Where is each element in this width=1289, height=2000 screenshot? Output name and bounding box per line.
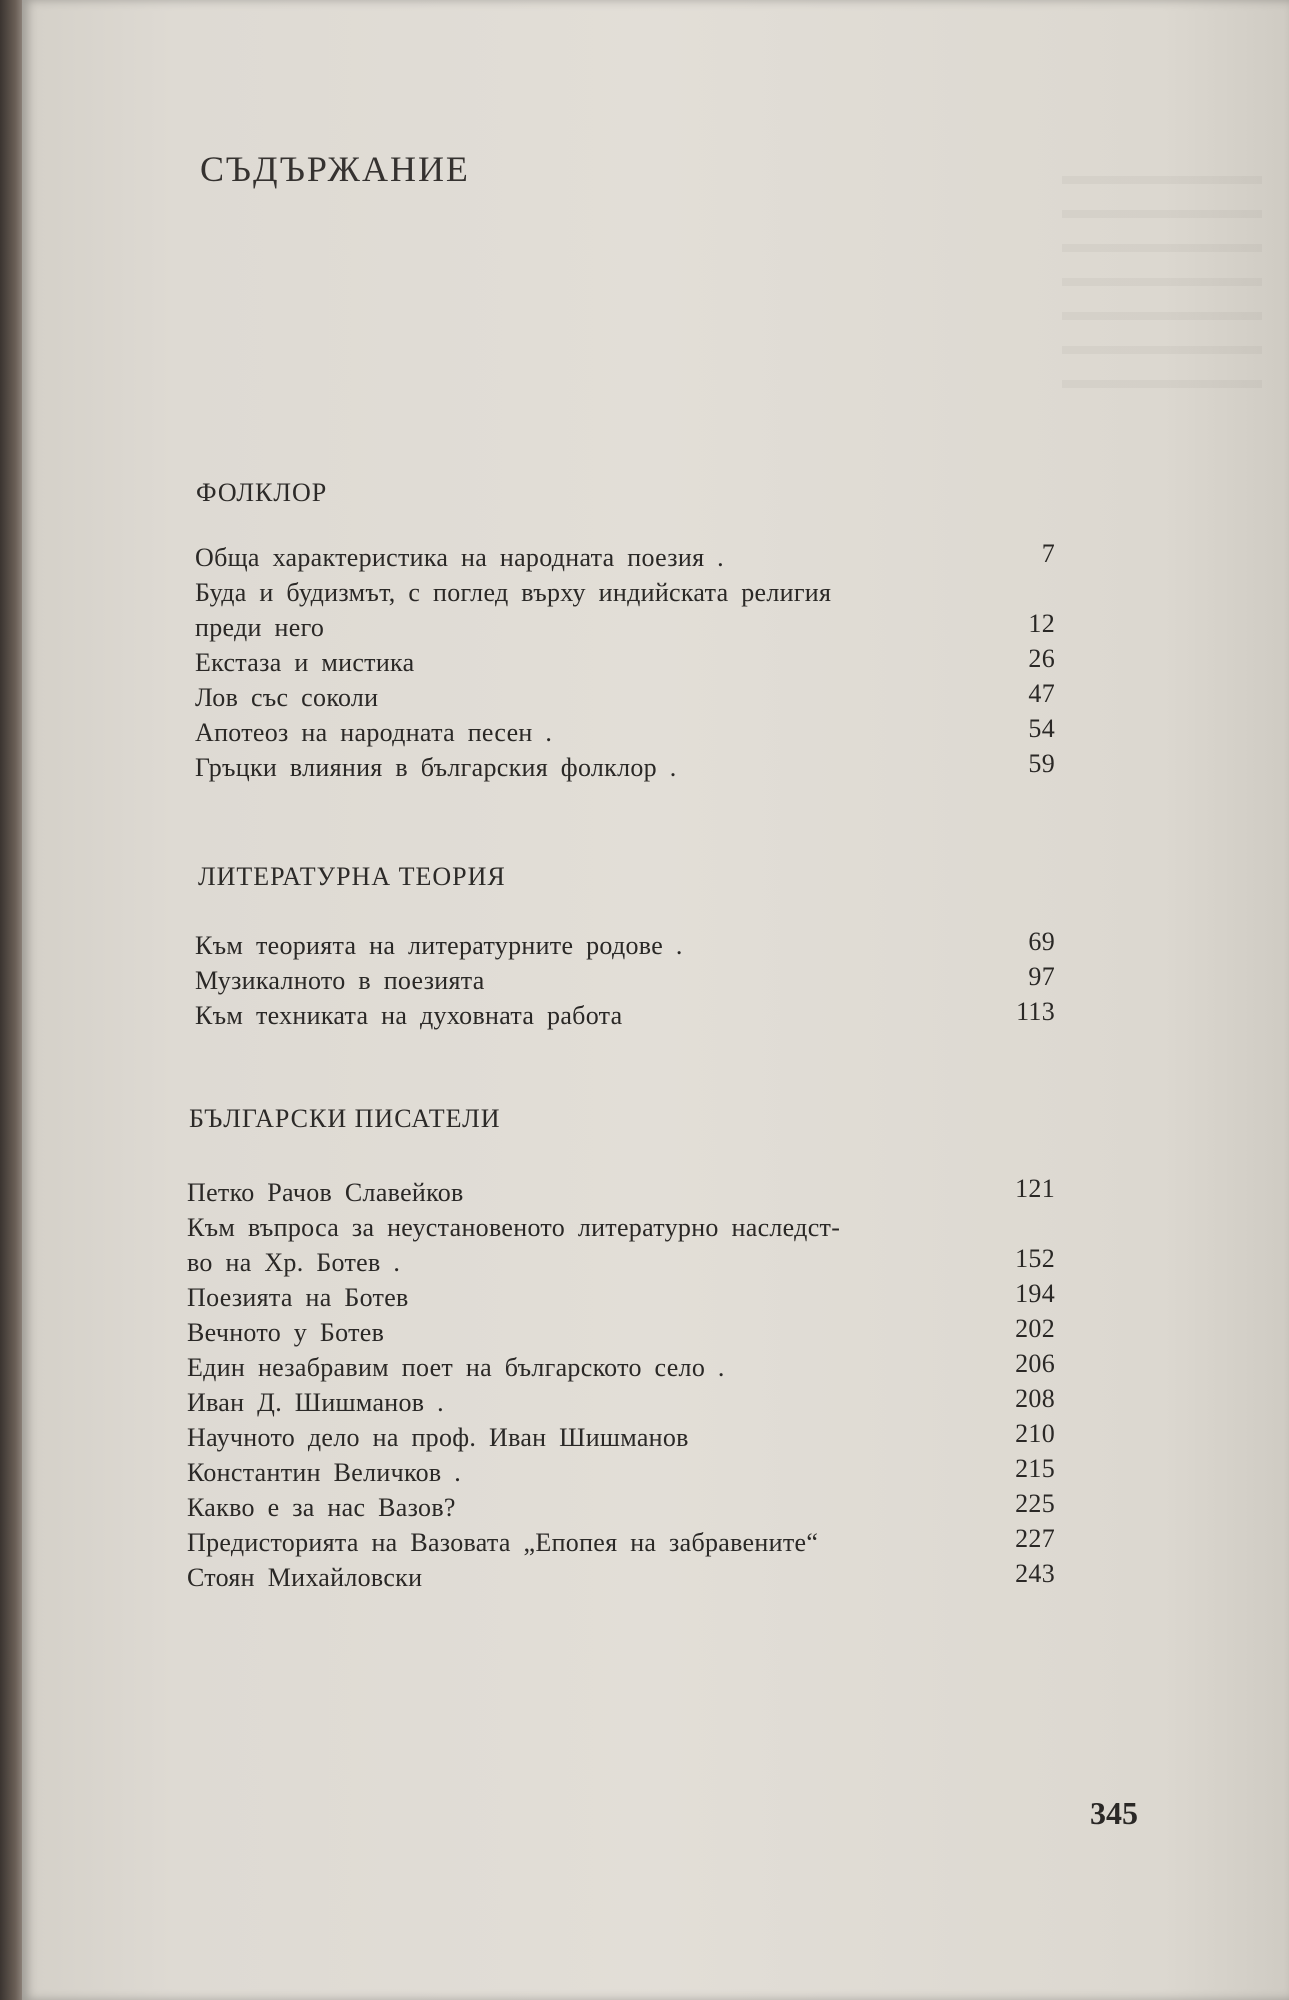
section-heading-literary-theory: ЛИТЕРАТУРНА ТЕОРИЯ xyxy=(198,862,506,891)
toc-entry[interactable]: Буда и будизмът, с поглед върху индийската религия преди него 12 xyxy=(195,578,1055,642)
page-ref: 202 xyxy=(1015,1314,1055,1343)
page-ref: 7 xyxy=(1041,539,1055,568)
toc-entry[interactable]: Стоян Михайловски 243 xyxy=(187,1559,1055,1592)
toc-entry[interactable]: Петко Рачов Славейков 121 xyxy=(187,1174,1055,1207)
page-ref: 59 xyxy=(1028,749,1055,778)
toc-entry[interactable]: Поезията на Ботев 194 xyxy=(187,1279,1055,1312)
page-number: 345 xyxy=(1090,1795,1138,1831)
page-ref: 208 xyxy=(1015,1384,1055,1413)
toc-entry[interactable]: Лов със соколи 47 xyxy=(195,679,1055,712)
toc-entry[interactable]: Вечното у Ботев 202 xyxy=(187,1314,1055,1347)
page-ref: 152 xyxy=(1015,1244,1055,1273)
toc-entry[interactable]: Константин Величков . 215 xyxy=(187,1454,1055,1487)
page-ref: 206 xyxy=(1015,1349,1055,1378)
page-ref: 26 xyxy=(1028,644,1055,673)
page-ref: 210 xyxy=(1015,1419,1055,1448)
page-ref: 113 xyxy=(1016,997,1055,1026)
toc-entry[interactable]: Иван Д. Шишманов . 208 xyxy=(187,1384,1055,1417)
page-ref: 227 xyxy=(1015,1524,1055,1553)
page-ref: 54 xyxy=(1028,714,1055,743)
book-binding xyxy=(0,0,22,2000)
book-page xyxy=(22,0,1289,2000)
toc-entry[interactable]: Предисторията на Вазовата „Епопея на забравените“ 227 xyxy=(187,1524,1055,1557)
toc-entry[interactable]: Какво е за нас Вазов? 225 xyxy=(187,1489,1055,1522)
page-ref: 69 xyxy=(1028,927,1055,956)
section-entries-literary-theory xyxy=(195,928,1055,1033)
page-ref: 225 xyxy=(1015,1489,1055,1518)
page-ref: 215 xyxy=(1015,1454,1055,1483)
page-ref: 194 xyxy=(1015,1279,1055,1308)
toc-entry[interactable]: Екстаза и мистика 26 xyxy=(195,644,1055,677)
page-ref: 47 xyxy=(1028,679,1055,708)
page-ref: 243 xyxy=(1015,1559,1055,1588)
toc-entry[interactable]: Един незабравим поет на българското село . 206 xyxy=(187,1349,1055,1382)
section-entries-folklore xyxy=(195,540,1055,785)
toc-entry[interactable]: Към техниката на духовната работа 113 xyxy=(195,997,1055,1030)
toc-entry[interactable]: Обща характеристика на народната поезия . 7 xyxy=(195,539,1055,572)
toc-entry[interactable]: Към теорията на литературните родове . 69 xyxy=(195,927,1055,960)
toc-entry[interactable]: Научното дело на проф. Иван Шишманов 210 xyxy=(187,1419,1055,1452)
toc-entry[interactable]: Към въпроса за неустановеното литературно наследст- во на Хр. Ботев . 152 xyxy=(187,1213,1055,1277)
section-entries-bulgarian-writers xyxy=(187,1175,1055,1595)
toc-entry[interactable]: Музикалното в поезията 97 xyxy=(195,962,1055,995)
page-ref: 121 xyxy=(1015,1174,1055,1203)
page-title: СЪДЪРЖАНИЕ xyxy=(200,149,470,189)
section-heading-folklore: ФОЛКЛОР xyxy=(196,478,328,507)
page-ref: 97 xyxy=(1028,962,1055,991)
page-ref: 12 xyxy=(1028,609,1055,638)
show-through-text xyxy=(1062,150,1262,410)
section-heading-bulgarian-writers: БЪЛГАРСКИ ПИСАТЕЛИ xyxy=(189,1104,501,1133)
toc-entry[interactable]: Гръцки влияния в българския фолклор . 59 xyxy=(195,749,1055,782)
toc-entry[interactable]: Апотеоз на народната песен . 54 xyxy=(195,714,1055,747)
